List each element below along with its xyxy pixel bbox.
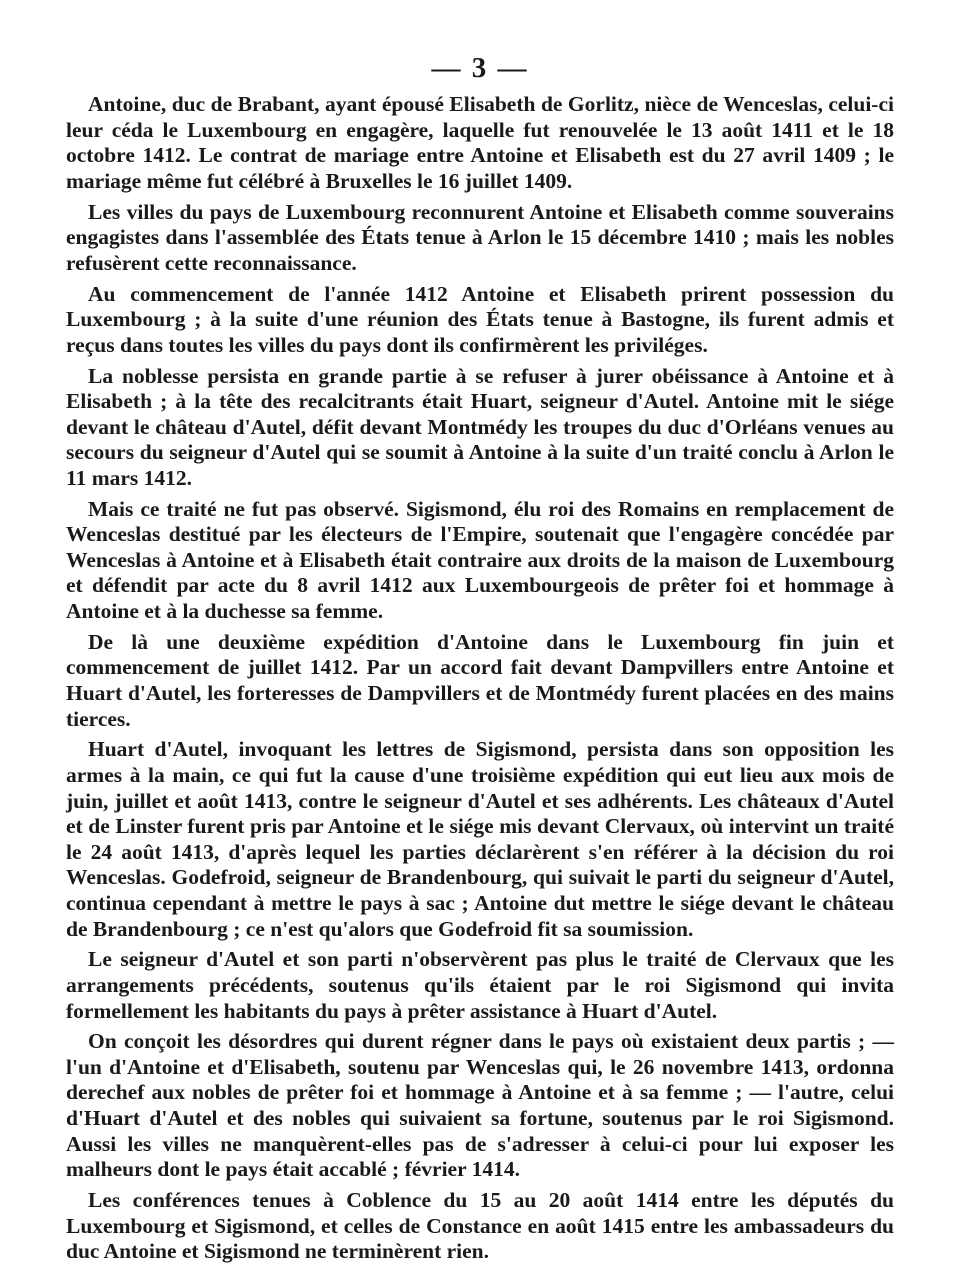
paragraph: Au commencement de l'année 1412 Antoine et Elisabeth prirent possession du Luxembourg ; à la suite d'une réunion des États tenue à Bastogne, ils furent admis et reçus dans toutes les villes du pays dont ils confirmèrent les priviléges. bbox=[66, 281, 894, 357]
paragraph: Huart d'Autel, invoquant les lettres de Sigismond, persista dans son opposition les armes à la main, ce qui fut la cause d'une troisième expédition qui eut lieu aux mois de juin, juillet et août 1413, contre le seigneur d'Autel et ses adhérents. Les châteaux d'Autel et de Linster furent pris par Antoine et le siége mis devant Clervaux, où intervint un traité le 24 août 1413, d'après lequel les parties déclarèrent s'en référer à la décision du roi Wenceslas. Godefroid, seigneur de Brandenbourg, qui suivait le parti du seigneur d'Autel, continua cependant à mettre le pays à sac ; Antoine dut mettre le siége devant le château de Brandenbourg ; ce n'est qu'alors que Godefroid fit sa soumission. bbox=[66, 737, 894, 941]
paragraph: Les villes du pays de Luxembourg reconnurent Antoine et Elisabeth comme souverains engagistes dans l'assemblée des États tenue à Arlon le 15 décembre 1410 ; mais les nobles refusèrent cette reconnaissance. bbox=[66, 199, 894, 275]
paragraph: De là une deuxième expédition d'Antoine dans le Luxembourg fin juin et commencement de juillet 1412. Par un accord fait devant Dampvillers entre Antoine et Huart d'Autel, les forteresses de Dampvillers et de Montmédy furent placées en des mains tierces. bbox=[66, 629, 894, 731]
paragraph: Les conférences tenues à Coblence du 15 au 20 août 1414 entre les députés du Luxembourg et Sigismond, et celles de Constance en août 1415 entre les ambassadeurs du duc Antoine et Sigismond ne terminèrent rien. bbox=[66, 1188, 894, 1264]
paragraph: La noblesse persista en grande partie à se refuser à jurer obéissance à Antoine et à Elisabeth ; à la tête des recalcitrants était Huart, seigneur d'Autel. Antoine mit le siége devant le château d'Autel, défit devant Montmédy les troupes du duc d'Orléans venues au secours du seigneur d'Autel qui se soumit à Antoine à la suite d'un traité conclu à Arlon le 11 mars 1412. bbox=[66, 363, 894, 490]
paragraph: On conçoit les désordres qui durent régner dans le pays où existaient deux partis ; — l'un d'Antoine et d'Elisabeth, soutenu par Wenceslas qui, le 26 novembre 1413, ordonna derechef aux nobles de prêter foi et hommage à Antoine et à sa femme ; — l'autre, celui d'Huart d'Autel et des nobles qui suivaient sa fortune, soutenus par le roi Sigismond. Aussi les villes ne manquèrent-elles pas de s'adresser à celui-ci pour lui exposer les malheurs dont le pays était accablé ; février 1414. bbox=[66, 1029, 894, 1182]
page-number: — 3 — bbox=[431, 52, 529, 84]
paragraph: Mais ce traité ne fut pas observé. Sigismond, élu roi des Romains en remplacement de Wenceslas destitué par les électeurs de l'Empire, soutenait que l'engagère concédée par Wenceslas à Antoine et à Elisabeth était contraire aux droits de la maison de Luxembourg et défendit par acte du 8 avril 1412 aux Luxembourgeois de prêter foi et hommage à Antoine et à la duchesse sa femme. bbox=[66, 496, 894, 624]
paragraph: Le seigneur d'Autel et son parti n'observèrent pas plus le traité de Clervaux que les arrangements précédents, soutenus qu'ils étaient par le roi Sigismond qui invita formellement les habitants du pays à prêter assistance à Huart d'Autel. bbox=[66, 947, 894, 1023]
body-text bbox=[66, 92, 894, 1270]
paragraph: Antoine, duc de Brabant, ayant épousé Elisabeth de Gorlitz, nièce de Wenceslas, celui-ci leur céda le Luxembourg en engagère, laquelle fut renouvelée le 13 août 1411 et le 18 octobre 1412. Le contrat de mariage entre Antoine et Elisabeth est du 27 avril 1409 ; le mariage même fut célébré à Bruxelles le 16 juillet 1409. bbox=[66, 92, 894, 193]
